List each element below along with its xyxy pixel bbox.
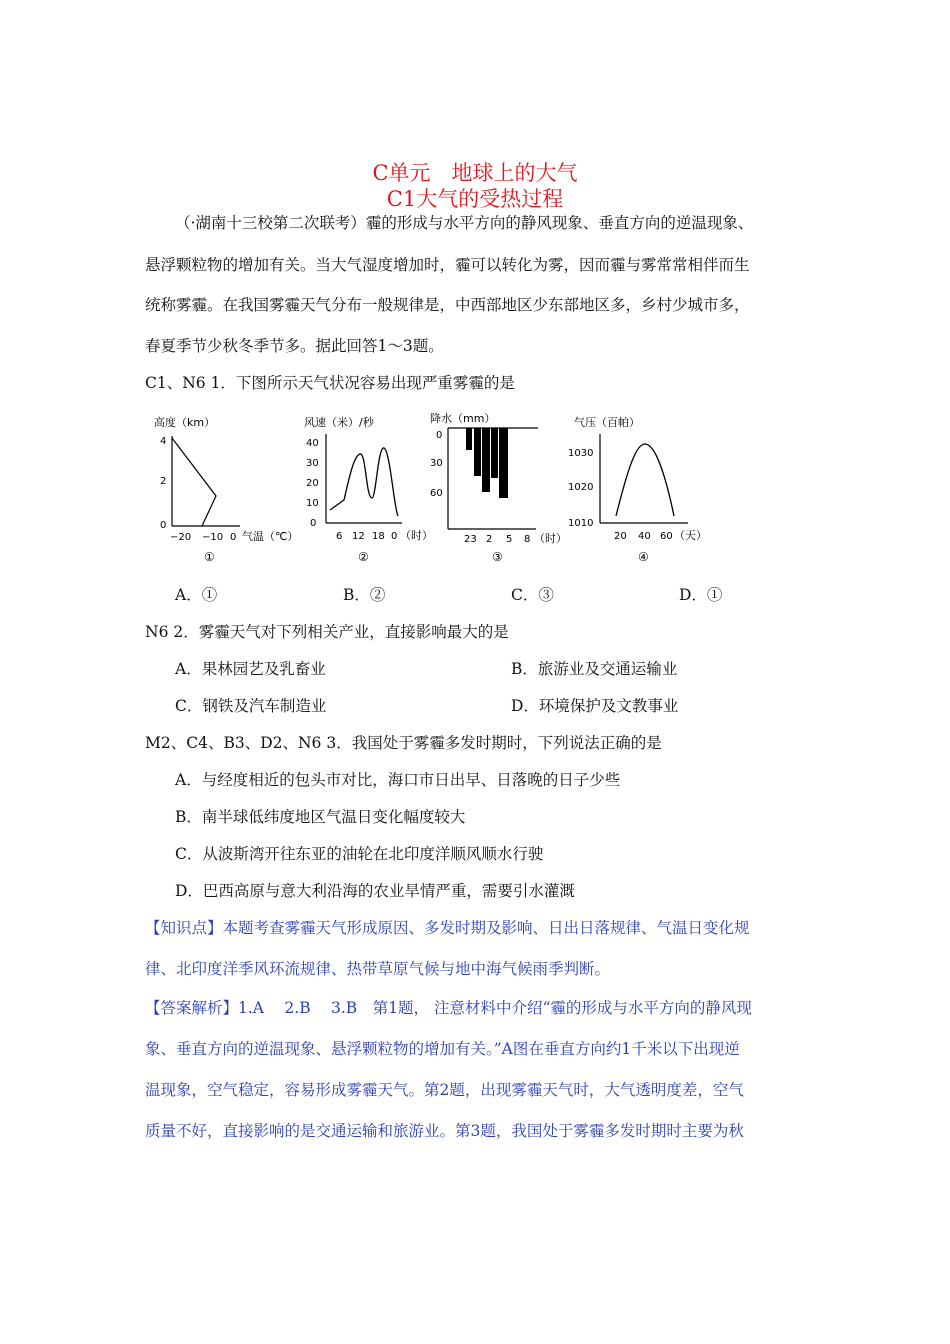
answer-line-1: 【答案解析】1.A 2.B 3.B 第1题， 注意材料中介绍“霾的形成与水平方向的静风现 xyxy=(145,999,752,1017)
chart-3-bar-1 xyxy=(466,428,472,450)
chart-3 xyxy=(430,411,567,564)
chart-1-ytick-0: 0 xyxy=(160,520,167,531)
question-1-stem: C1、N6 1．下图所示天气状况容易出现严重雾霾的是 xyxy=(145,374,515,392)
chart-4-pressure-curve xyxy=(616,444,674,516)
chart-2-xtick-18: 18 xyxy=(372,531,385,542)
section-title: C1大气的受热过程 xyxy=(386,187,564,211)
chart-3-bar-3 xyxy=(482,428,490,492)
chart-2-xtick-0: 0 xyxy=(391,531,398,542)
q2-option-d: D．环境保护及文教事业 xyxy=(511,697,679,715)
chart-1-xtick-m20: −20 xyxy=(170,532,192,543)
chart-4-ytick-1020: 1020 xyxy=(568,482,594,493)
chart-2 xyxy=(304,415,433,564)
chart-3-xlabel: （时） xyxy=(534,532,567,545)
passage-line-3: 统称雾霾。在我国雾霾天气分布一般规律是，中西部地区少东部地区多，乡村少城市多， xyxy=(145,296,750,314)
chart-3-ylabel: 降水（mm） xyxy=(430,412,496,425)
q3-option-a: A．与经度相近的包头市对比，海口市日出早、日落晚的日子少些 xyxy=(175,771,621,789)
q2-option-a: A．果林园艺及乳畜业 xyxy=(175,660,326,678)
chart-3-xtick-2: 2 xyxy=(486,534,493,545)
q2-option-b: B．旅游业及交通运输业 xyxy=(511,660,678,678)
chart-1-ytick-4: 4 xyxy=(160,436,167,447)
chart-4-xlabel: （天） xyxy=(674,529,707,542)
chart-4-caption: ④ xyxy=(638,550,649,564)
chart-2-ytick-30: 30 xyxy=(306,458,319,469)
chart-1-caption: ① xyxy=(204,550,215,564)
chart-2-ytick-10: 10 xyxy=(306,498,319,509)
chart-4-xtick-20: 20 xyxy=(614,531,627,542)
chart-2-xtick-6: 6 xyxy=(336,531,343,542)
passage-line-1: （·湖南十三校第二次联考）霾的形成与水平方向的静风现象、垂直方向的逆温现象、 xyxy=(175,214,754,232)
chart-2-ytick-40: 40 xyxy=(306,438,319,449)
chart-3-bar-5 xyxy=(499,428,508,498)
chart-1-ytick-2: 2 xyxy=(160,476,167,487)
knowledge-line-1: 【知识点】本题考查雾霾天气形成原因、多发时期及影响、日出日落规律、气温日变化规 xyxy=(145,919,750,937)
knowledge-line-2: 律、北印度洋季风环流规律、热带草原气候与地中海气候雨季判断。 xyxy=(145,960,611,978)
answer-line-4: 质量不好，直接影响的是交通运输和旅游业。第3题，我国处于雾霾多发时期时主要为秋 xyxy=(145,1122,744,1140)
chart-2-ytick-0: 0 xyxy=(310,518,317,529)
chart-3-xtick-5: 5 xyxy=(506,534,513,545)
chart-3-bar-4 xyxy=(491,428,498,478)
chart-3-caption: ③ xyxy=(492,550,503,564)
weather-charts-svg xyxy=(140,408,820,568)
question-2-stem: N6 2．雾霾天气对下列相关产业，直接影响最大的是 xyxy=(145,623,509,641)
passage-line-2: 悬浮颗粒物的增加有关。当大气湿度增加时，霾可以转化为雾，因而霾与雾常常相伴而生 xyxy=(145,256,750,274)
q3-option-b: B．南半球低纬度地区气温日变化幅度较大 xyxy=(175,808,466,826)
q2-option-c: C．钢铁及汽车制造业 xyxy=(175,697,327,715)
chart-2-ytick-20: 20 xyxy=(306,478,319,489)
chart-3-bar-2 xyxy=(474,428,481,476)
q1-option-d: D．① xyxy=(679,586,723,604)
unit-title: C单元 地球上的大气 xyxy=(372,161,578,185)
chart-4 xyxy=(568,415,707,564)
answer-line-3: 温现象，空气稳定，容易形成雾霾天气。第2题，出现雾霾天气时，大气透明度差，空气 xyxy=(145,1081,744,1099)
chart-4-ytick-1010: 1010 xyxy=(568,518,594,529)
q1-option-a: A．① xyxy=(175,586,218,604)
chart-2-wind-curve xyxy=(330,448,398,516)
chart-2-ylabel: 风速（米）/秒 xyxy=(304,416,374,429)
chart-4-ytick-1030: 1030 xyxy=(568,448,594,459)
chart-3-xtick-8: 8 xyxy=(524,534,531,545)
chart-3-xtick-23: 23 xyxy=(464,534,477,545)
chart-2-xtick-12: 12 xyxy=(352,531,365,542)
chart-3-ytick-30: 30 xyxy=(430,458,443,469)
weather-figure xyxy=(140,408,820,568)
q1-option-b: B．② xyxy=(343,586,386,604)
answer-line-2: 象、垂直方向的逆温现象、悬浮颗粒物的增加有关。”A图在垂直方向约1千米以下出现逆 xyxy=(145,1040,740,1058)
chart-4-xtick-60: 60 xyxy=(660,531,673,542)
chart-1-xlabel: 气温（℃） xyxy=(242,530,299,543)
q3-option-c: C．从波斯湾开往东亚的油轮在北印度洋顺风顺水行驶 xyxy=(175,845,544,863)
chart-1 xyxy=(154,415,298,564)
chart-1-temperature-line xyxy=(172,438,216,526)
q3-option-d: D．巴西高原与意大利沿海的农业旱情严重，需要引水灌溉 xyxy=(175,882,575,900)
chart-2-xlabel: （时） xyxy=(400,529,433,542)
chart-3-ytick-60: 60 xyxy=(430,488,443,499)
chart-4-ylabel: 气压（百帕） xyxy=(574,416,640,429)
q1-option-c: C．③ xyxy=(511,586,554,604)
passage-line-4: 春夏季节少秋冬季节多。据此回答1～3题。 xyxy=(145,337,444,355)
chart-1-xtick-0: 0 xyxy=(230,532,237,543)
chart-3-ytick-0: 0 xyxy=(436,430,443,441)
chart-1-xtick-m10: −10 xyxy=(202,532,224,543)
chart-2-caption: ② xyxy=(358,550,369,564)
question-3-stem: M2、C4、B3、D2、N6 3．我国处于雾霾多发时期时，下列说法正确的是 xyxy=(145,734,662,752)
chart-1-ylabel: 高度（km） xyxy=(154,416,216,429)
chart-4-xtick-40: 40 xyxy=(638,531,651,542)
